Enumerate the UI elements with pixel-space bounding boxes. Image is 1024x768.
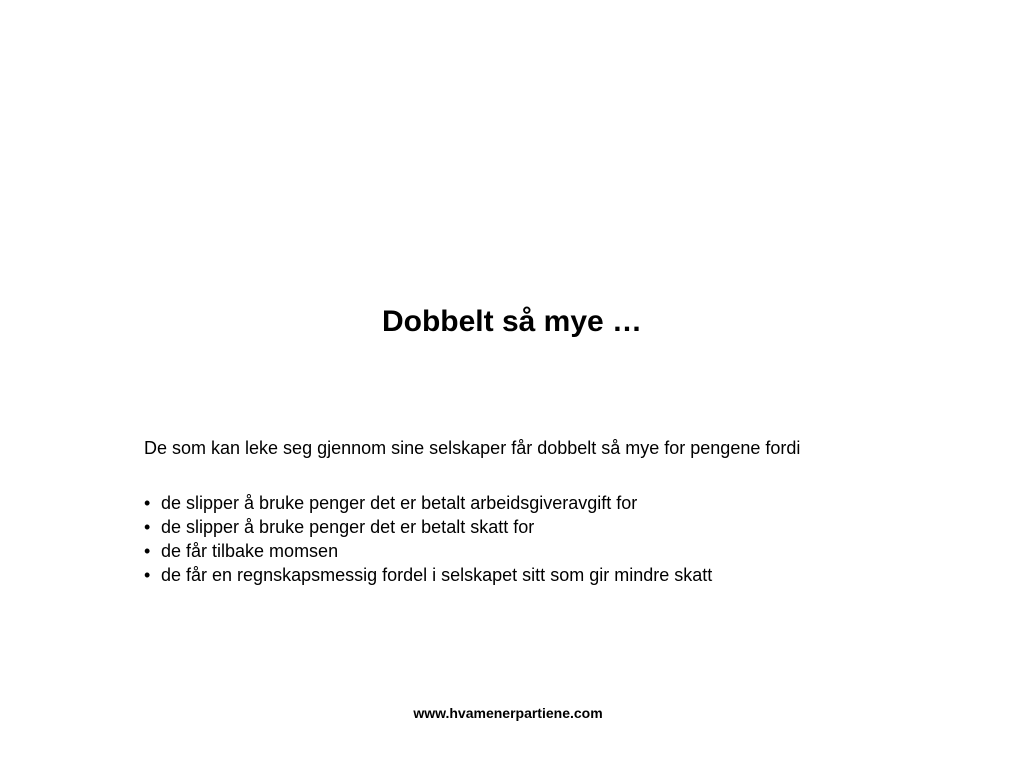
bullet-item [144, 539, 944, 563]
bullet-item [144, 491, 944, 515]
slide-title: Dobbelt så mye … [381, 305, 643, 338]
bullet-item [144, 563, 944, 587]
footer-url: www.hvamenerpartiene.com [413, 705, 603, 721]
bullet-marker: • [144, 493, 151, 513]
intro-text: De som kan leke seg gjennom sine selskaper får dobbelt så mye for pengene fordi [144, 438, 801, 458]
bullet-marker: • [144, 517, 151, 537]
bullet-text: de får en regnskapsmessig fordel i selskapet sitt som gir mindre skatt [161, 565, 713, 585]
bullet-item [144, 515, 944, 539]
bullet-marker: • [144, 565, 151, 585]
bullet-text: de får tilbake momsen [161, 541, 339, 561]
bullet-list [144, 491, 944, 587]
bullet-marker: • [144, 541, 151, 561]
bullet-text: de slipper å bruke penger det er betalt skatt for [161, 517, 535, 537]
bullet-text: de slipper å bruke penger det er betalt arbeidsgiveravgift for [161, 493, 638, 513]
